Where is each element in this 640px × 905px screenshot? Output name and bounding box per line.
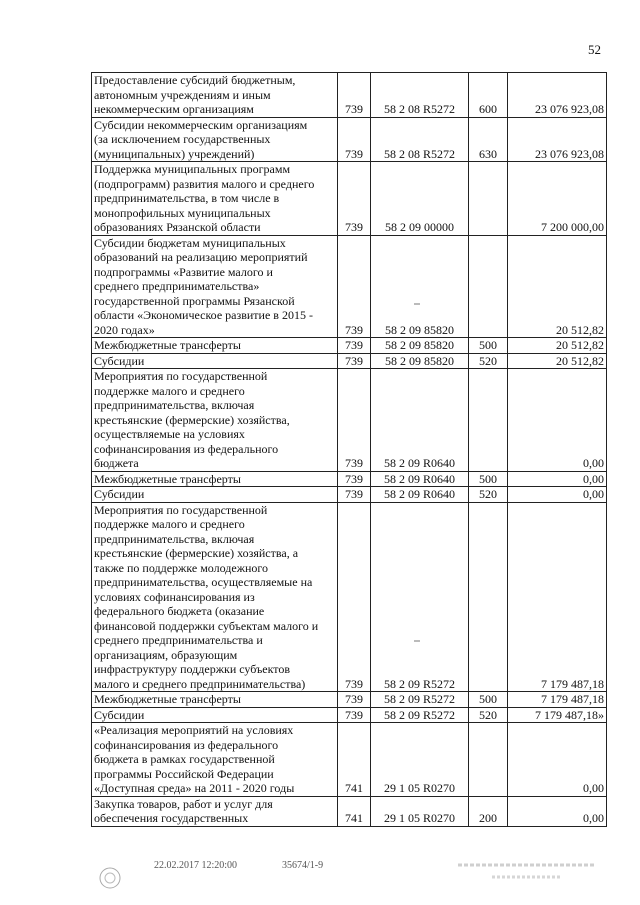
row-target-code-cell: 58 2 09 85820 [371, 353, 469, 369]
row-target-code-cell: 58 2 09 R0640 [371, 487, 469, 503]
scan-mark [414, 640, 420, 642]
row-name-cell: Межбюджетные трансферты [92, 338, 338, 354]
row-amount-cell: 20 512,82 [508, 338, 607, 354]
row-name-cell: Субсидии [92, 353, 338, 369]
row-target-code-cell: 58 2 09 00000 [371, 162, 469, 236]
row-expense-type-cell [469, 162, 508, 236]
row-admin-code-cell: 739 [338, 353, 371, 369]
row-target-code-cell: 29 1 05 R0270 [371, 796, 469, 826]
table-row [92, 471, 607, 487]
row-name-cell: Субсидии [92, 707, 338, 723]
table-row [92, 73, 607, 118]
table-row [92, 502, 607, 692]
row-amount-cell: 7 200 000,00 [508, 162, 607, 236]
table-row [92, 707, 607, 723]
row-name-cell: Субсидии бюджетам муниципальных образований на реализацию мероприятий подпрограммы «Развитие малого и среднего предпринимательства» государственной программы Рязанской области «Экономическое развитие в 2015 - 2020 годах» [92, 235, 338, 338]
row-admin-code-cell: 739 [338, 338, 371, 354]
row-name-cell: Мероприятия по государственной поддержке малого и среднего предпринимательства, включая крестьянские (фермерские) хозяйства, осуществляемые на условиях софинансирования из федерального бюджета [92, 369, 338, 472]
row-target-code-cell: 58 2 09 R0640 [371, 471, 469, 487]
row-admin-code-cell: 739 [338, 369, 371, 472]
row-amount-cell: 7 179 487,18 [508, 502, 607, 692]
row-name-cell: Субсидии некоммерческим организациям (за исключением государственных (муниципальных) учреждений) [92, 117, 338, 162]
row-name-cell: Мероприятия по государственной поддержке малого и среднего предпринимательства, включая крестьянские (фермерские) хозяйства, а также по поддержке молодежного предпринимательства, осуществляемые на условиях софинансирования из федерального бюджета (оказание финансовой поддержки субъектам малого и среднего предпринимательства и организациям, образующим инфраструктуру поддержки субъектов малого и среднего предпринимательства) [92, 502, 338, 692]
row-amount-cell: 23 076 923,08 [508, 73, 607, 118]
row-name-cell: Поддержка муниципальных программ (подпрограмм) развития малого и среднего предпринимательства, в том числе в монопрофильных муниципальных образованиях Рязанской области [92, 162, 338, 236]
row-admin-code-cell: 739 [338, 235, 371, 338]
row-admin-code-cell: 741 [338, 723, 371, 797]
row-expense-type-cell: 600 [469, 73, 508, 118]
row-expense-type-cell: 500 [469, 692, 508, 708]
table-row [92, 487, 607, 503]
row-amount-cell: 20 512,82 [508, 235, 607, 338]
row-admin-code-cell: 741 [338, 796, 371, 826]
row-expense-type-cell [469, 723, 508, 797]
footer-doc-id: 35674/1-9 [282, 860, 324, 871]
row-name-cell: Межбюджетные трансферты [92, 692, 338, 708]
table-row [92, 723, 607, 797]
row-admin-code-cell: 739 [338, 707, 371, 723]
row-amount-cell: 0,00 [508, 487, 607, 503]
row-name-cell: Закупка товаров, работ и услуг для обеспечения государственных [92, 796, 338, 826]
table-row [92, 692, 607, 708]
budget-table-body [92, 73, 607, 827]
table-row [92, 162, 607, 236]
row-expense-type-cell [469, 502, 508, 692]
row-admin-code-cell: 739 [338, 471, 371, 487]
page-number: 52 [588, 42, 601, 57]
row-expense-type-cell: 500 [469, 471, 508, 487]
row-amount-cell: 23 076 923,08 [508, 117, 607, 162]
table-row [92, 235, 607, 338]
row-amount-cell: 7 179 487,18» [508, 707, 607, 723]
row-name-cell: Предоставление субсидий бюджетным, автономным учреждениям и иным некоммерческим организациям [92, 73, 338, 118]
row-admin-code-cell: 739 [338, 487, 371, 503]
row-expense-type-cell: 200 [469, 796, 508, 826]
electronic-signature-stamp [452, 857, 602, 885]
row-amount-cell: 7 179 487,18 [508, 692, 607, 708]
registration-stamp-icon [96, 866, 124, 890]
row-target-code-cell: 58 2 09 85820 [371, 338, 469, 354]
row-target-code-cell: 58 2 09 R0640 [371, 369, 469, 472]
row-admin-code-cell: 739 [338, 692, 371, 708]
budget-table [91, 72, 607, 827]
row-name-cell: «Реализация мероприятий на условиях софинансирования из федерального бюджета в рамках государственной программы Российской Федерации «Доступная среда» на 2011 - 2020 годы [92, 723, 338, 797]
row-amount-cell: 0,00 [508, 723, 607, 797]
row-target-code-cell: 58 2 09 R5272 [371, 502, 469, 692]
row-amount-cell: 20 512,82 [508, 353, 607, 369]
table-row [92, 796, 607, 826]
row-expense-type-cell: 520 [469, 707, 508, 723]
table-row [92, 369, 607, 472]
row-target-code-cell: 58 2 08 R5272 [371, 73, 469, 118]
footer-timestamp: 22.02.2017 12:20:00 [154, 860, 238, 871]
scan-mark [414, 303, 420, 305]
row-expense-type-cell: 630 [469, 117, 508, 162]
row-amount-cell: 0,00 [508, 471, 607, 487]
row-amount-cell: 0,00 [508, 796, 607, 826]
row-expense-type-cell: 500 [469, 338, 508, 354]
row-expense-type-cell [469, 369, 508, 472]
row-expense-type-cell: 520 [469, 353, 508, 369]
row-amount-cell: 0,00 [508, 369, 607, 472]
row-name-cell: Субсидии [92, 487, 338, 503]
row-name-cell: Межбюджетные трансферты [92, 471, 338, 487]
row-admin-code-cell: 739 [338, 502, 371, 692]
table-row [92, 338, 607, 354]
row-target-code-cell: 58 2 08 R5272 [371, 117, 469, 162]
row-target-code-cell: 58 2 09 R5272 [371, 692, 469, 708]
row-target-code-cell: 58 2 09 R5272 [371, 707, 469, 723]
row-admin-code-cell: 739 [338, 117, 371, 162]
table-row [92, 117, 607, 162]
row-target-code-cell: 58 2 09 85820 [371, 235, 469, 338]
row-expense-type-cell [469, 235, 508, 338]
row-target-code-cell: 29 1 05 R0270 [371, 723, 469, 797]
table-row [92, 353, 607, 369]
row-admin-code-cell: 739 [338, 73, 371, 118]
row-expense-type-cell: 520 [469, 487, 508, 503]
row-admin-code-cell: 739 [338, 162, 371, 236]
